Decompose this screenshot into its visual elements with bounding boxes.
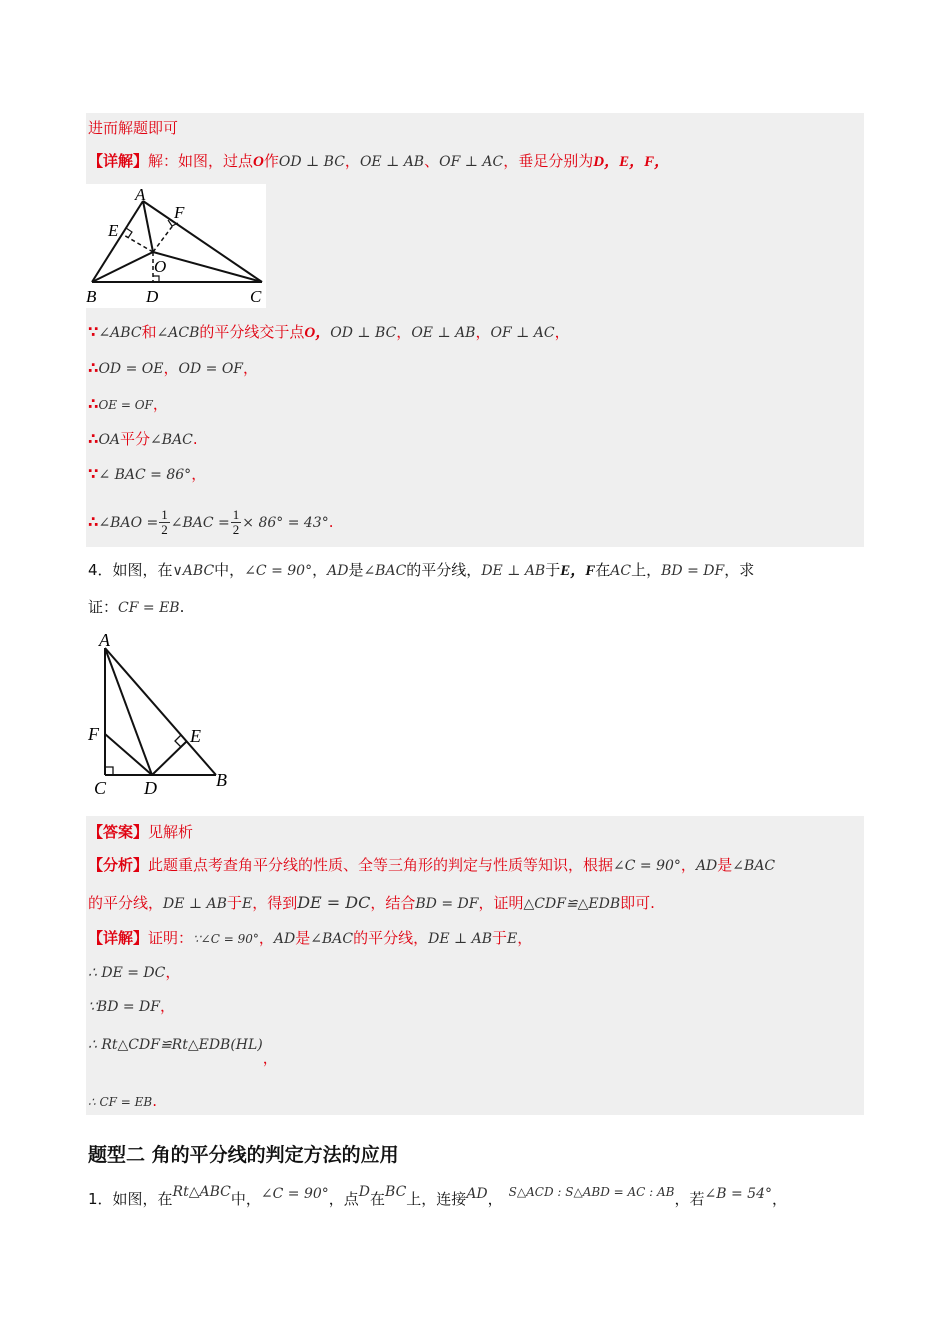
label-B: B: [86, 287, 97, 306]
fig2-label-C: C: [94, 778, 107, 798]
label-O: O: [154, 257, 167, 276]
solution-intro-line: 进而解题即可: [88, 119, 179, 137]
triangle-figure-1: [86, 184, 266, 308]
proof-line-1: ∵∠ABC和∠ACB的平分线交于点O，OD ⊥ BC，OE ⊥ AB，OF ⊥ AC，: [88, 323, 570, 341]
proof-line-2: ∴OD = OE，OD = OF，: [88, 359, 259, 377]
fig2-label-B: B: [216, 770, 227, 790]
question-4-line-2: 证：CF = EB.: [88, 598, 185, 616]
analysis-line-1: 【分析】此题重点考查角平分线的性质、全等三角形的判定与性质等知识，根据∠C = 90°，AD是∠BAC: [88, 856, 776, 874]
analysis-tag: 【分析】: [88, 856, 149, 874]
label-A: A: [135, 185, 146, 204]
proof-line-6: ∴∠BAO = $\frac{1}{2}$ ∠BAC = $\frac{1}{2}$ × 86° = 43°.: [88, 507, 334, 537]
detail-line-2: 【详解】证明：∵∠C = 90°，AD是∠BAC的平分线，DE ⊥ AB于E，: [88, 929, 533, 947]
analysis-line-2: 的平分线，DE ⊥ AB于E，得到DE = DC，结合BD = DF，证明△CDF≌△EDB即可.: [88, 893, 655, 912]
question-4-line-1: 4．如图，在∨ABC中，∠C = 90°，AD是∠BAC的平分线，DE ⊥ AB于E，F在AC上，BD = DF，求: [88, 561, 755, 579]
triangle-figure-1-svg: [86, 184, 266, 308]
proof2-line-2: ∵BD = DF，: [88, 997, 176, 1015]
proof-line-5: ∵∠ BAC = 86°，: [88, 465, 207, 483]
triangle-figure-2-svg: [86, 628, 236, 800]
label-F: F: [174, 203, 185, 222]
fig2-label-F: F: [88, 724, 99, 744]
question-1-line: 1．如图，在Rt△ABC中，∠C = 90°，点D在BC上，连接AD， $^{S\triangle ACD : S\triangle ABD = AC : AB}$，若∠B = 54°，: [88, 1184, 788, 1208]
proof2-line-3: ∴ Rt△CDF≌Rt△EDB(HL)，: [88, 1037, 278, 1067]
proof-line-3: ∴OE = OF，: [88, 395, 168, 413]
fig2-label-D: D: [144, 778, 157, 798]
triangle-figure-2: [86, 628, 236, 800]
proof-line-4: ∴OA平分∠BAC.: [88, 430, 198, 448]
fraction-half-1: $\frac{1}{2}$: [161, 507, 168, 537]
answer-line: 【答案】见解析: [88, 823, 194, 841]
label-E: E: [108, 221, 119, 240]
answer-tag: 【答案】: [88, 823, 149, 841]
proof2-line-4: ∴ CF = EB.: [88, 1092, 157, 1110]
fig2-label-E: E: [190, 726, 201, 746]
fig2-label-A: A: [99, 630, 110, 650]
proof2-line-1: ∴ DE = DC，: [88, 963, 181, 981]
detail-tag-2: 【详解】: [88, 929, 149, 947]
section-title: 题型二 角的平分线的判定方法的应用: [88, 1144, 399, 1166]
fraction-half-2: $\frac{1}{2}$: [232, 507, 240, 537]
label-D: D: [146, 287, 159, 306]
detail-tag: 【详解】: [88, 152, 149, 170]
label-C: C: [250, 287, 262, 306]
detail-line: 【详解】解：如图，过点O作OD ⊥ BC，OE ⊥ AB、OF ⊥ AC，垂足分别为D，E，F，: [88, 152, 670, 170]
